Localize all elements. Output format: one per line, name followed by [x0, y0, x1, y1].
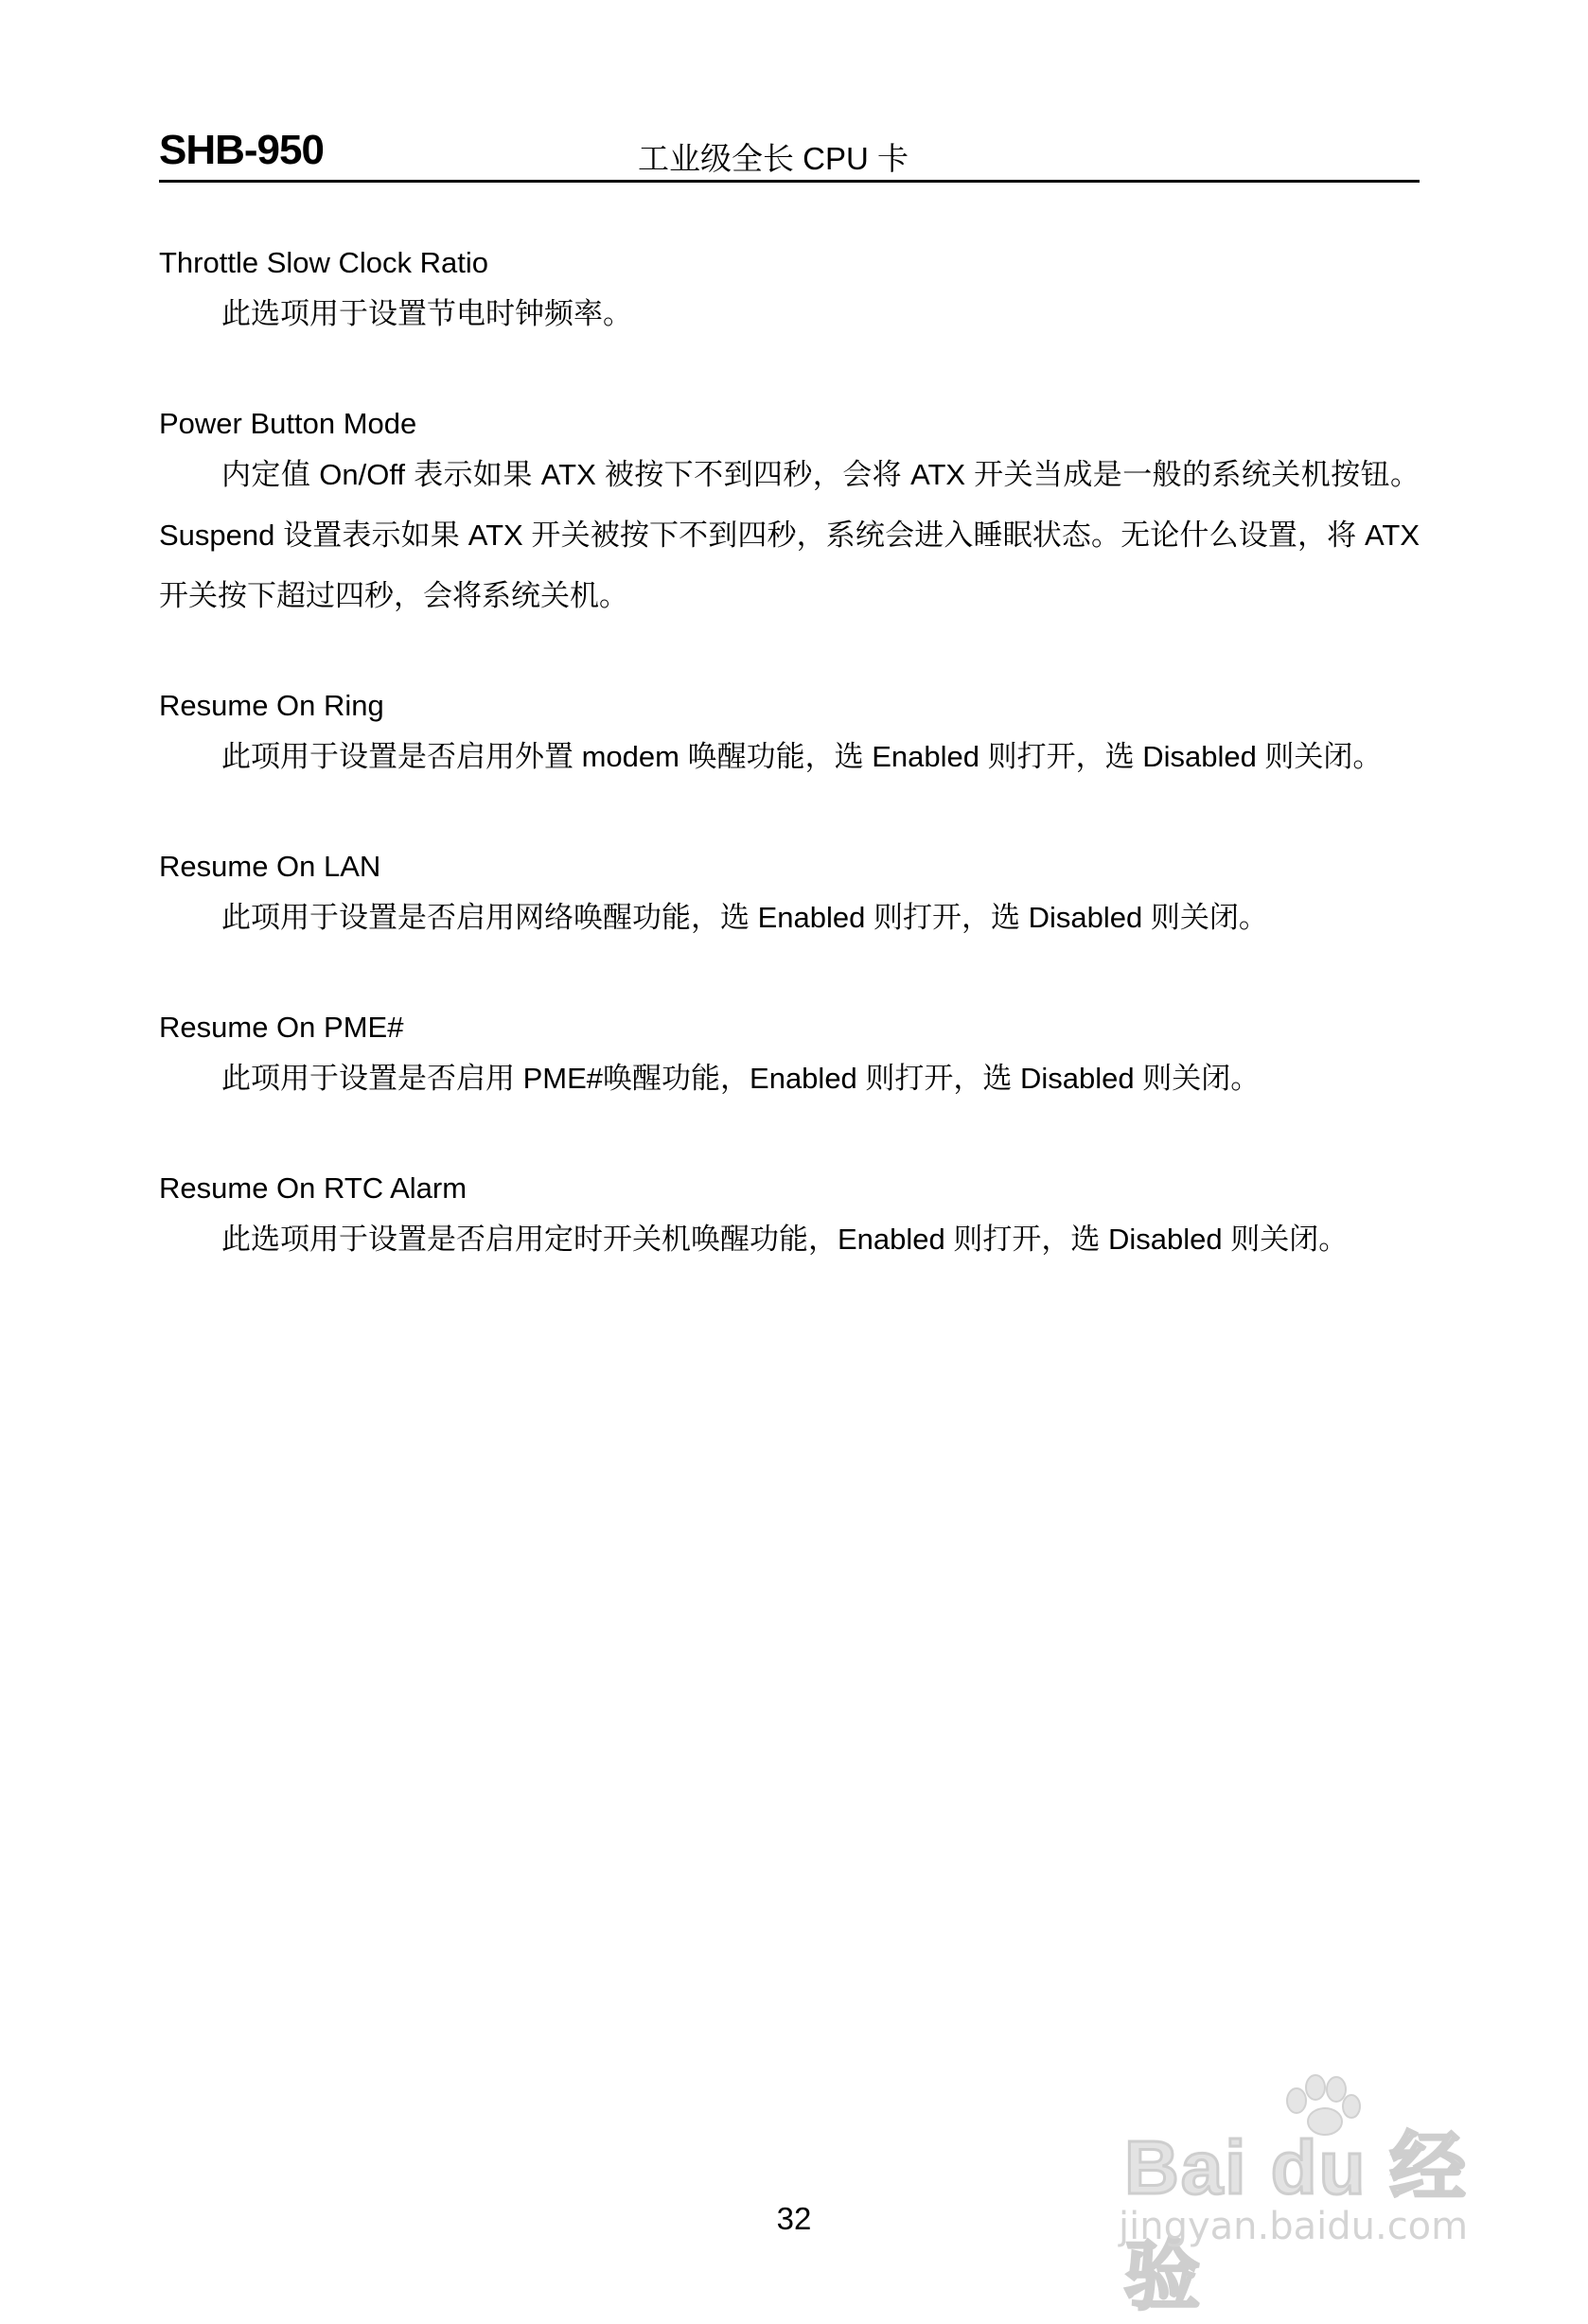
- watermark-logo-text: Bai du 经验: [1124, 2125, 1468, 2318]
- section-resume-on-rtc-alarm: [159, 1168, 1420, 1270]
- section-resume-on-pme: [159, 1007, 1420, 1109]
- watermark-url: jingyan.baidu.com: [1119, 2205, 1469, 2248]
- section-heading: Power Button Mode: [159, 407, 417, 440]
- section-resume-on-ring: [159, 685, 1420, 787]
- page-content: [159, 242, 1420, 1270]
- section-body: 此项用于设置是否启用网络唤醒功能，选 Enabled 则打开，选 Disabled 则关闭。: [221, 901, 1268, 934]
- page-header: [159, 121, 1420, 183]
- section-body: 此项用于设置是否启用外置 modem 唤醒功能，选 Enabled 则打开，选 Disabled 则关闭。: [221, 740, 1383, 773]
- page-number: 32: [776, 2201, 812, 2236]
- document-title: 工业级全长 CPU 卡: [638, 141, 909, 176]
- section-heading: Resume On RTC Alarm: [159, 1171, 468, 1205]
- section-body: 此选项用于设置节电时钟频率。: [221, 297, 632, 330]
- section-heading: Resume On Ring: [159, 689, 384, 722]
- document-id: SHB-950: [159, 127, 324, 173]
- section-throttle-slow-clock-ratio: [159, 242, 1420, 344]
- section-power-button-mode: [159, 403, 1420, 626]
- section-body: 内定值 On/Off 表示如果 ATX 被按下不到四秒，会将 ATX 开关当成是一般的系统关机按钮。Suspend 设置表示如果 ATX 开关被按下不到四秒，系统会进入睡眠状态。无论什么设置，将 ATX 开关按下超过四秒，会将系统关机。: [159, 458, 1420, 612]
- section-heading: Resume On PME#: [159, 1011, 404, 1044]
- section-heading: Throttle Slow Clock Ratio: [159, 246, 489, 279]
- section-heading: Resume On LAN: [159, 850, 381, 883]
- section-resume-on-lan: [159, 846, 1420, 948]
- baidu-jingyan-watermark: [1117, 2072, 1495, 2318]
- section-body: 此项用于设置是否启用 PME#唤醒功能，Enabled 则打开，选 Disabled 则关闭。: [221, 1062, 1261, 1095]
- section-body: 此选项用于设置是否启用定时开关机唤醒功能，Enabled 则打开，选 Disabled 则关闭。: [221, 1223, 1349, 1256]
